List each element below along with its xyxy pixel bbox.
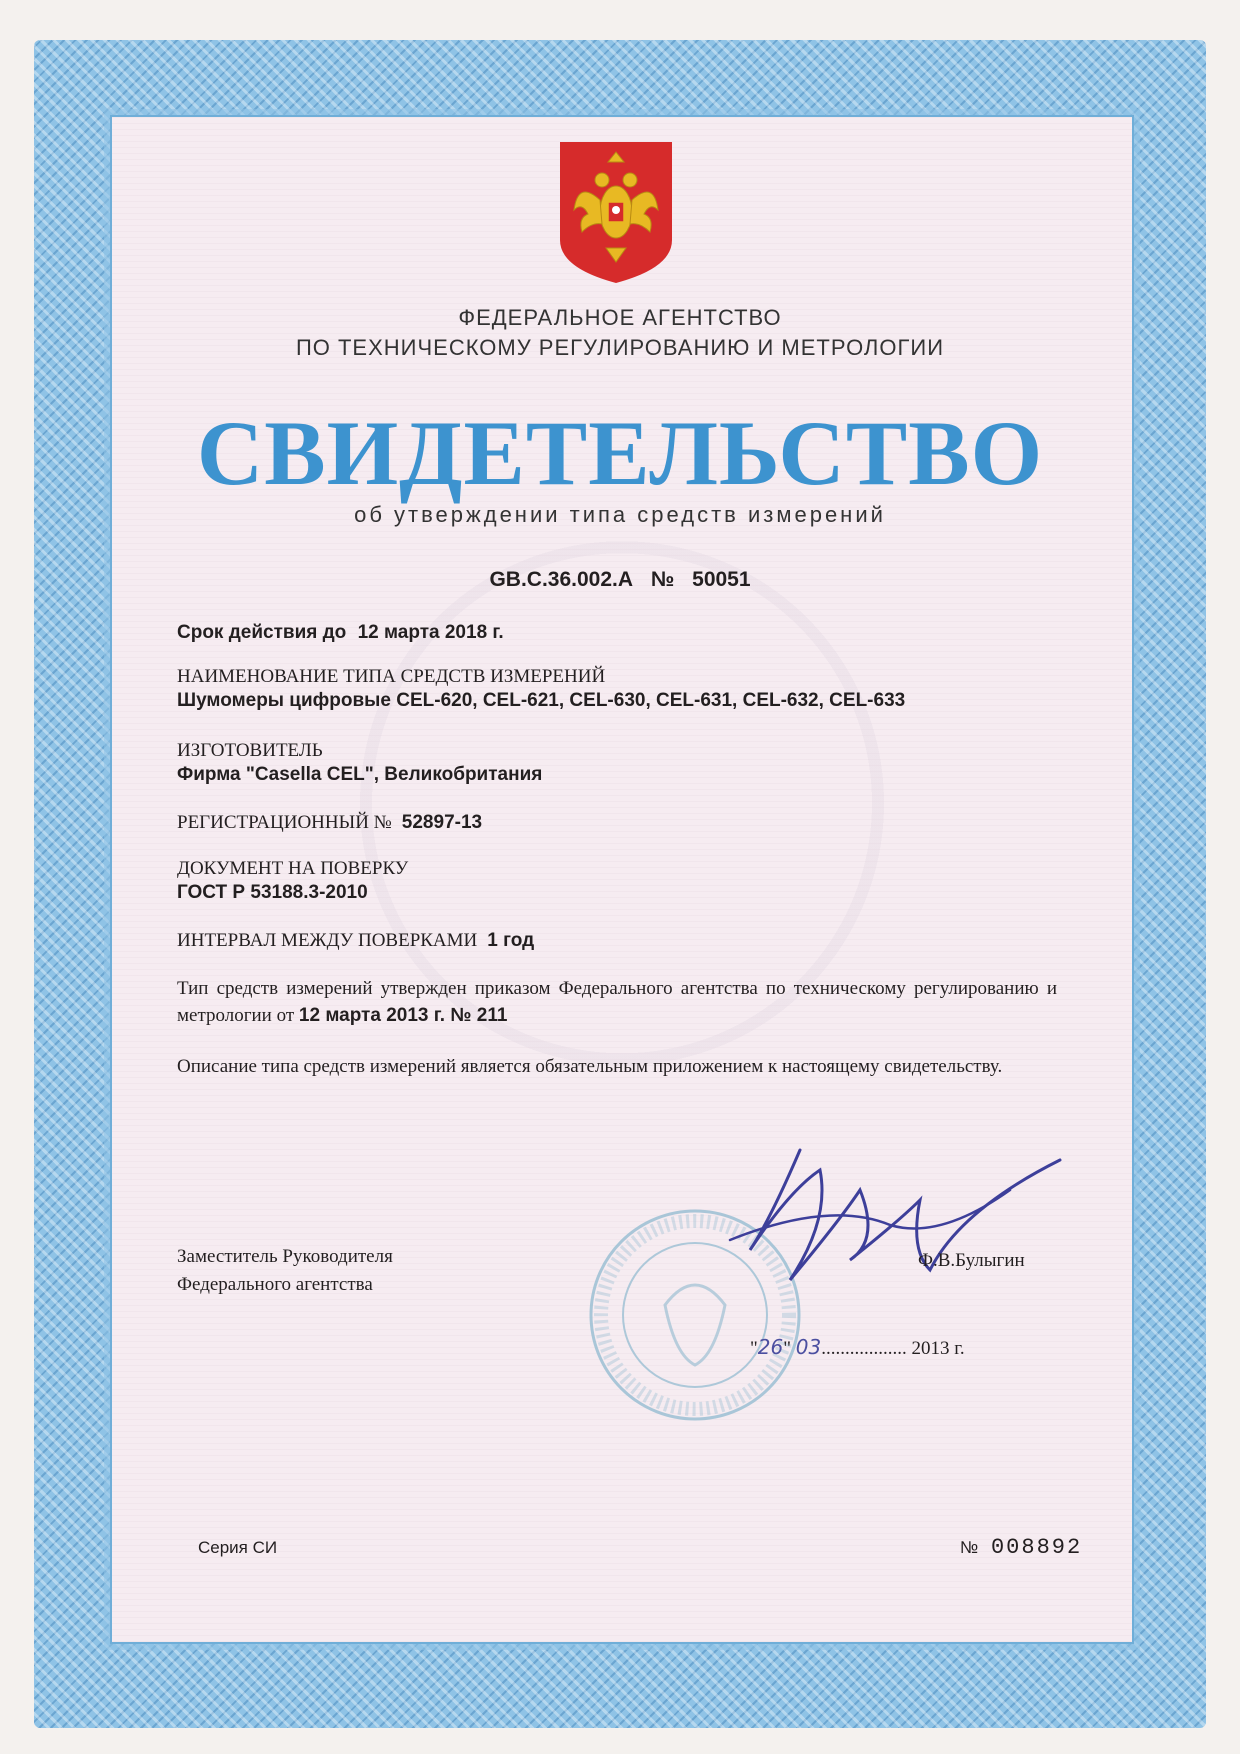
serial-number-value: 008892 bbox=[990, 1535, 1083, 1560]
verification-doc-label: ДОКУМЕНТ НА ПОВЕРКУ bbox=[177, 858, 409, 879]
date-dots: .................. bbox=[821, 1338, 907, 1359]
registration-label: РЕГИСТРАЦИОННЫЙ № bbox=[177, 812, 392, 833]
serial-sign: № bbox=[960, 1538, 979, 1557]
validity-label: Срок действия до bbox=[177, 622, 347, 643]
interval-label: ИНТЕРВАЛ МЕЖДУ ПОВЕРКАМИ bbox=[177, 930, 478, 951]
manufacturer-label: ИЗГОТОВИТЕЛЬ bbox=[177, 740, 323, 761]
manufacturer-field bbox=[177, 740, 1057, 786]
instrument-type-label: НАИМЕНОВАНИЕ ТИПА СРЕДСТВ ИЗМЕРЕНИЙ bbox=[177, 666, 606, 687]
signatory-title-line1: Заместитель Руководителя bbox=[177, 1246, 393, 1267]
verification-doc-field bbox=[177, 858, 1057, 904]
date-year: 2013 г. bbox=[911, 1338, 965, 1359]
approval-order: 12 марта 2013 г. № 211 bbox=[298, 1005, 508, 1026]
certificate-subtitle: об утверждении типа средств измерений bbox=[354, 502, 886, 527]
certificate-number-value: 50051 bbox=[692, 568, 751, 591]
certificate-title: СВИДЕТЕЛЬСТВО bbox=[196, 402, 1044, 504]
interval-value: 1 год bbox=[487, 930, 535, 951]
agency-name-line2: ПО ТЕХНИЧЕСКОМУ РЕГУЛИРОВАНИЮ И МЕТРОЛОГИИ bbox=[295, 335, 945, 360]
instrument-type-field bbox=[177, 666, 1057, 712]
approval-paragraph bbox=[177, 975, 1057, 1029]
registration-field bbox=[177, 812, 1057, 834]
russian-coat-of-arms-icon bbox=[558, 140, 674, 285]
date-close-quote: " bbox=[783, 1338, 791, 1359]
verification-doc-value: ГОСТ Р 53188.3-2010 bbox=[177, 882, 368, 903]
handwritten-signature bbox=[710, 1130, 1070, 1300]
signatory-title-line2: Федерального агентства bbox=[177, 1274, 373, 1295]
validity-value: 12 марта 2018 г. bbox=[357, 622, 504, 643]
registration-value: 52897-13 bbox=[401, 812, 483, 833]
certificate-number bbox=[0, 568, 1240, 592]
approval-text: Тип средств измерений утвержден приказом Федерального агентства по техническому регулированию и метрологии от bbox=[177, 978, 1057, 1026]
signatory-title bbox=[177, 1243, 393, 1299]
certificate-number-sign: № bbox=[650, 568, 675, 591]
signatory-name: Ф.В.Булыгин bbox=[918, 1250, 1025, 1271]
serial-number bbox=[960, 1535, 1082, 1560]
signature-date bbox=[750, 1335, 965, 1360]
interval-field bbox=[177, 930, 1057, 952]
date-day: 26 bbox=[757, 1335, 784, 1359]
certificate-code: GB.C.36.002.A bbox=[489, 568, 634, 591]
series-label: Серия СИ bbox=[198, 1538, 278, 1557]
agency-name-line1: ФЕДЕРАЛЬНОЕ АГЕНТСТВО bbox=[458, 305, 782, 330]
validity-line bbox=[177, 622, 1057, 644]
date-open-quote: " bbox=[750, 1338, 758, 1359]
date-month: 03 bbox=[795, 1335, 822, 1359]
annex-paragraph: Описание типа средств измерений является обязательным приложением к настоящему свидетельству. bbox=[177, 1056, 1003, 1077]
manufacturer-value: Фирма "Casella CEL", Великобритания bbox=[177, 764, 543, 785]
instrument-type-value: Шумомеры цифровые CEL-620, CEL-621, CEL-630, CEL-631, CEL-632, CEL-633 bbox=[177, 690, 906, 711]
